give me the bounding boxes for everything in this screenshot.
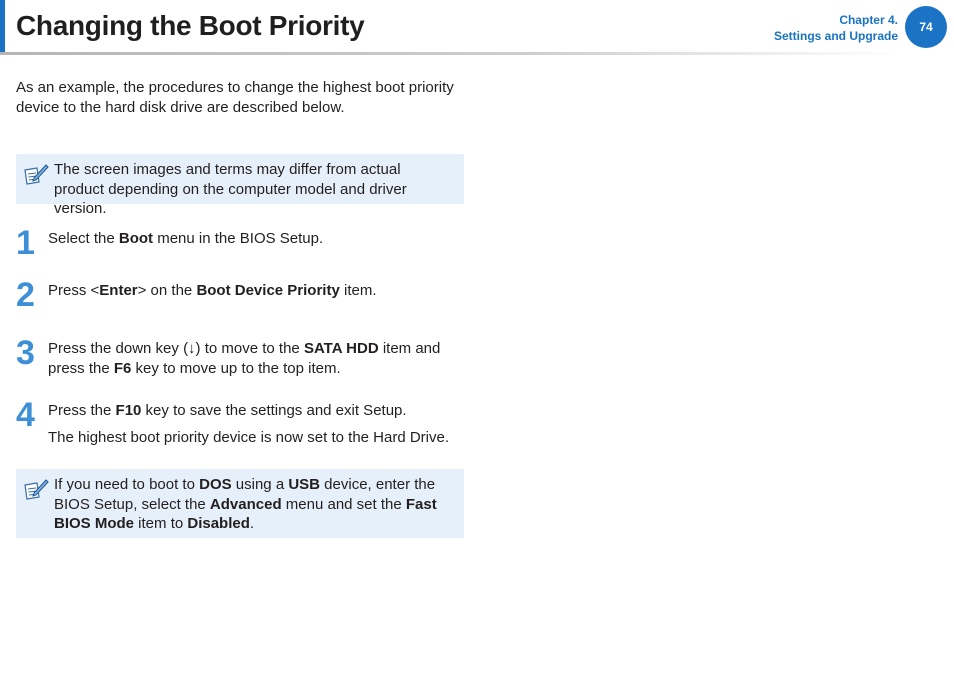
title-divider <box>0 52 900 55</box>
step-text <box>48 339 468 378</box>
note-text-part: . <box>249 515 255 532</box>
note-text-bold: DOS <box>199 476 232 493</box>
chapter-number: Chapter 4. <box>839 13 898 27</box>
note-text-part: item to <box>134 515 188 532</box>
note-text-part: menu and set the <box>281 495 406 513</box>
step-text-part: Press the <box>48 402 116 419</box>
note-text-bold: Disabled <box>187 515 250 532</box>
note-text-bold: USB <box>288 476 321 493</box>
step-number: 1 <box>16 224 35 262</box>
step-number: 4 <box>16 396 35 434</box>
step-followup-text: The highest boot priority device is now set to the Hard Drive. <box>48 428 450 446</box>
step-text-part: key to move up to the top item. <box>131 359 341 377</box>
note-text: The screen images and terms may differ from actual product depending on the computer model and driver version. <box>54 161 407 217</box>
step-text-bold: F6 <box>113 359 132 377</box>
step-text-part: menu in the BIOS Setup. <box>153 230 324 247</box>
step-text-part: Press the down key (↓) to move to the <box>48 340 304 357</box>
note-text-bold: Advanced <box>209 495 282 513</box>
step-text-part: Select the <box>48 230 119 247</box>
note-text-part: device, enter the BIOS Setup, select the <box>54 476 436 513</box>
note-text-part: If you need to boot to <box>54 476 200 493</box>
note-box <box>16 154 464 217</box>
step-text-part: key to save the settings and exit Setup. <box>141 402 407 419</box>
pencil-note-icon <box>22 477 50 501</box>
step-text <box>48 401 468 447</box>
step-text <box>48 281 468 301</box>
pencil-note-icon <box>22 162 50 186</box>
step-text-bold: F10 <box>115 402 142 419</box>
step-text-part: Press < <box>48 282 100 299</box>
note-box <box>16 469 464 538</box>
page-title: Changing the Boot Priority <box>16 10 365 41</box>
step-text-part: item and press the <box>48 340 441 377</box>
step-text-bold: Boot <box>118 230 154 247</box>
step-text <box>48 229 468 249</box>
step-text-bold: Boot Device Priority <box>196 282 340 299</box>
step-number: 2 <box>16 276 35 314</box>
step-text-bold: SATA HDD <box>303 340 379 357</box>
step-number: 3 <box>16 334 35 372</box>
step-text-part: item. <box>339 282 377 299</box>
chapter-section: Settings and Upgrade <box>773 29 898 43</box>
page-number-badge: 74 <box>905 6 947 48</box>
note-text <box>54 476 437 532</box>
note-text-bold: Fast BIOS Mode <box>54 495 437 532</box>
chapter-label <box>774 12 898 44</box>
step-text-part: > on the <box>137 282 197 299</box>
note-text-part: using a <box>231 476 289 493</box>
intro-paragraph: As an example, the procedures to change the highest boot priority device to the hard disk drive are described below. <box>16 79 454 116</box>
step-text-bold: Enter <box>99 282 138 299</box>
header-accent-bar <box>0 0 5 52</box>
